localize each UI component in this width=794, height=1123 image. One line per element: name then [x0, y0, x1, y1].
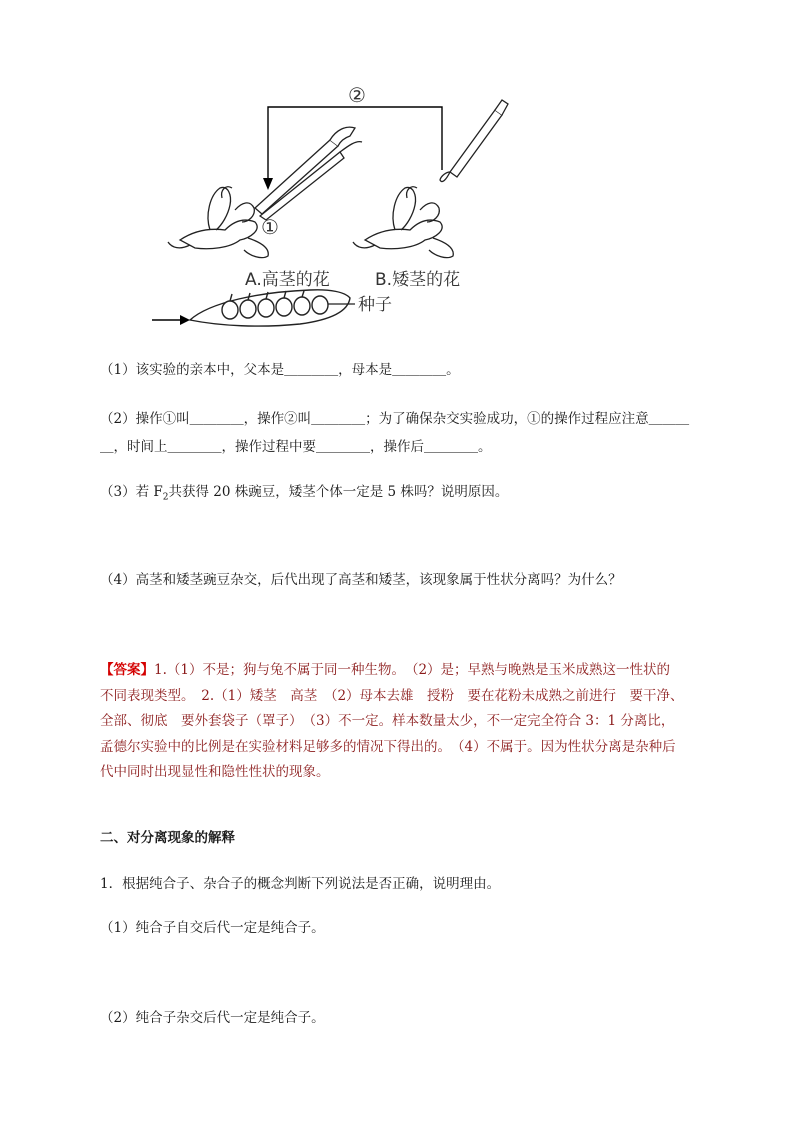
pea-cross-diagram [150, 80, 520, 340]
pod-arrowhead [180, 315, 190, 325]
answer-line-4: 孟德尔实验中的比例是在实验材料足够多的情况下得出的。 （4）不属于。因为性状分离是杂种后 [100, 738, 676, 755]
brush-icon [440, 100, 508, 182]
operation-2-arrowhead [263, 178, 273, 190]
operation-2-label: ② [348, 83, 366, 107]
experiment-figure [150, 80, 520, 340]
pea-pod [190, 290, 350, 326]
seed-label: 种子 [358, 295, 392, 315]
answer-line-1 [100, 658, 700, 684]
answer-line-1-text: 1.（1）不是；狗与兔不属于同一种生物。 （2）是；早熟与晚熟是玉米成熟这一性状的 [154, 662, 671, 678]
tall-stem-flower [168, 187, 268, 258]
flower-a-caption: A.高茎的花 [245, 270, 330, 290]
short-stem-flower [353, 187, 453, 258]
answer-line-2: 不同表现类型。 2.（1）矮茎 高茎 （2）母本去雄 授粉 要在花粉未成熟之前进行 要干净、 [100, 687, 684, 704]
answer-line-5: 代中同时出现显性和隐性性状的现象。 [100, 764, 330, 780]
operation-1-label: ① [261, 215, 279, 239]
question-2-line-2: ＿，时间上＿＿＿＿，操作过程中要＿＿＿＿，操作后＿＿＿＿。 [100, 439, 492, 455]
section-2-item-1: 1．根据纯合子、杂合子的概念判断下列说法是否正确，说明理由。 [100, 876, 501, 892]
f2-subscript: 2 [162, 492, 169, 503]
question-3 [100, 482, 700, 508]
question-3-text: 共获得 20 株豌豆，矮茎个体一定是 5 株吗？说明原因。 [168, 484, 509, 500]
answer-line-3: 全部、彻底 要外套袋子（罩子） （3）不一定。样本数量太少，不一定完全符合 3：1 分离比， [100, 713, 675, 729]
question-3-prefix: （3）若 F [100, 484, 163, 500]
answer-tag: 【答案】 [100, 662, 154, 678]
section-2-sub-2: （2）纯合子杂交后代一定是纯合子。 [100, 1010, 325, 1026]
flower-b-caption: B.矮茎的花 [375, 270, 461, 290]
question-1: （1）该实验的亲本中，父本是＿＿＿＿，母本是＿＿＿＿。 [100, 362, 460, 378]
question-4: （4）高茎和矮茎豌豆杂交，后代出现了高茎和矮茎，该现象属于性状分离吗？为什么？ [100, 572, 622, 588]
section-2-heading: 二、对分离现象的解释 [100, 830, 235, 846]
answer-block [100, 658, 700, 786]
tweezers-icon [255, 127, 362, 220]
section-2-sub-1: （1）纯合子自交后代一定是纯合子。 [100, 920, 325, 936]
question-2-line-1: （2）操作①叫＿＿＿＿，操作②叫＿＿＿＿；为了确保杂交实验成功，①的操作过程应注意＿＿＿ [100, 411, 690, 427]
